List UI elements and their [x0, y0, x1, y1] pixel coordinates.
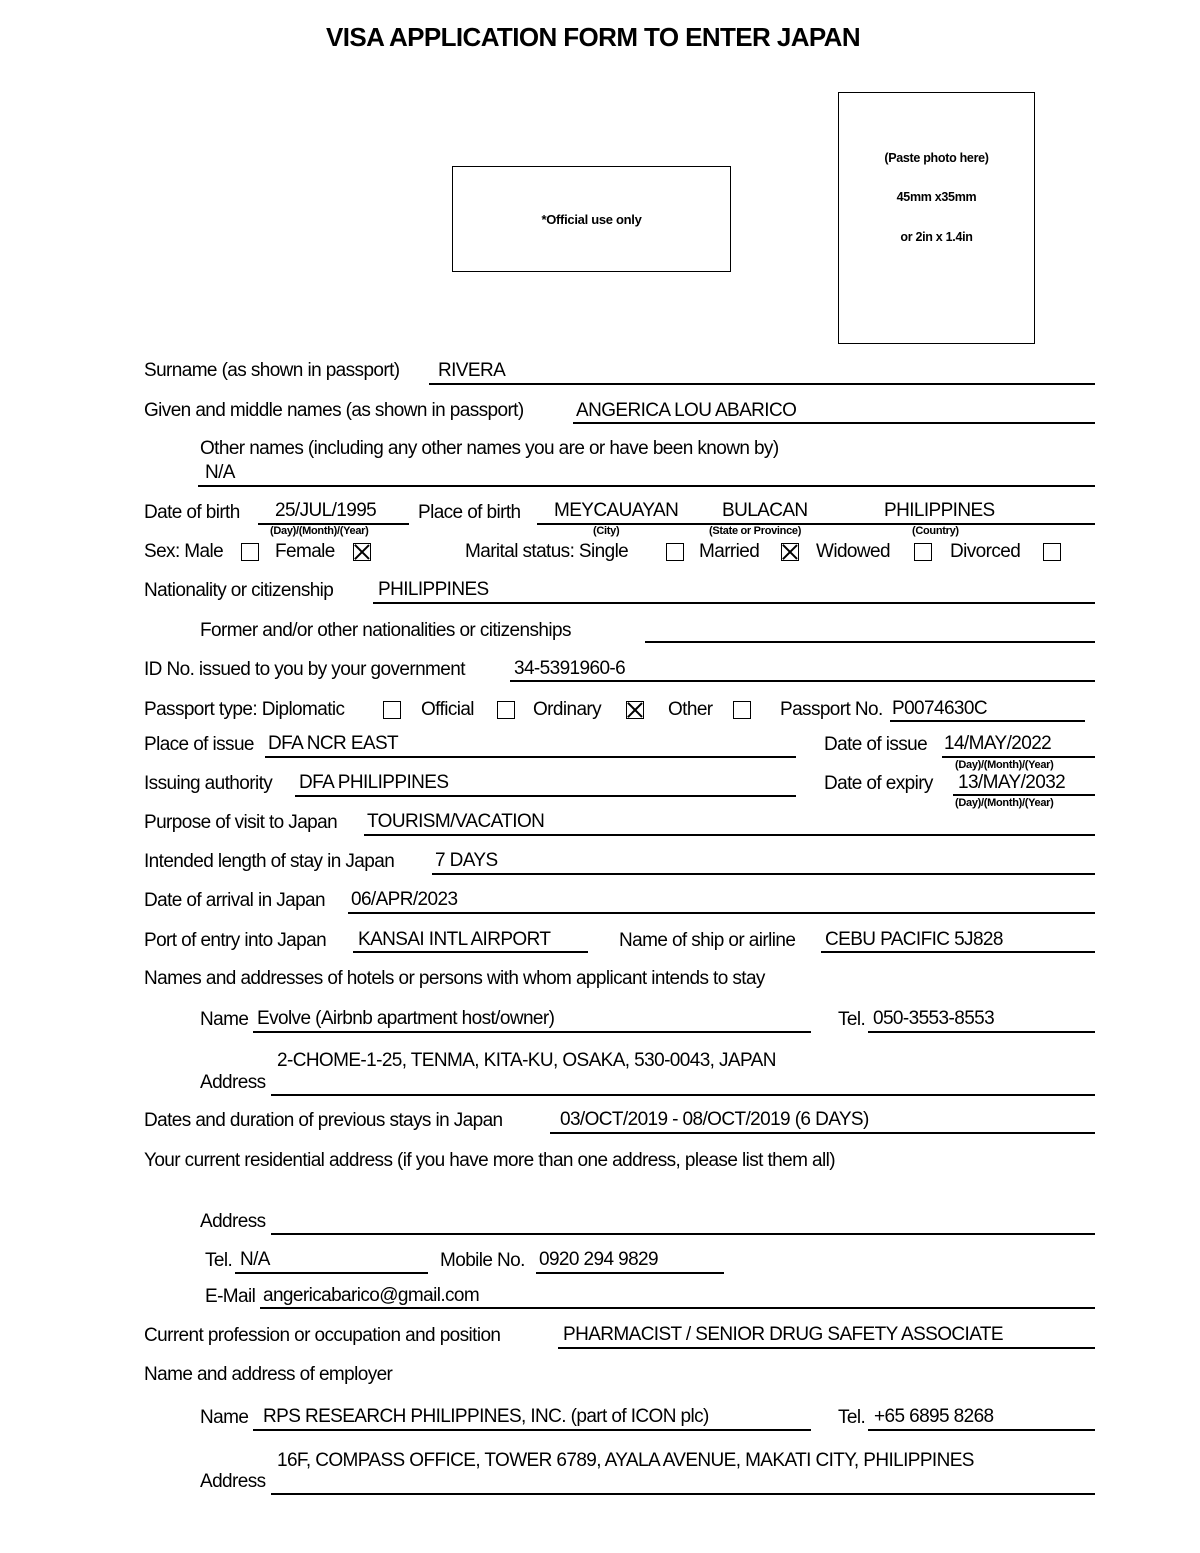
pob-state-field[interactable]: BULACAN: [722, 500, 808, 521]
host-address-field[interactable]: 2-CHOME-1-25, TENMA, KITA-KU, OSAKA, 530-0043, JAPAN: [277, 1050, 776, 1071]
passport-official-checkbox[interactable]: [497, 701, 515, 719]
passport-ordinary-label: Ordinary: [533, 699, 602, 720]
marital-divorced-label: Divorced: [950, 541, 1021, 562]
passport-number-label: Passport No.: [780, 699, 883, 720]
place-of-issue-label: Place of issue: [144, 734, 254, 755]
employer-heading: Name and address of employer: [144, 1364, 393, 1385]
marital-single-checkbox[interactable]: [666, 543, 684, 561]
employer-tel-line: [868, 1429, 1095, 1431]
employer-address-line: [271, 1493, 1095, 1495]
airline-label: Name of ship or airline: [619, 930, 796, 951]
date-of-expiry-line: [953, 794, 1095, 796]
date-of-issue-field[interactable]: 14/MAY/2022: [944, 733, 1052, 754]
place-of-issue-field[interactable]: DFA NCR EAST: [268, 733, 399, 754]
purpose-label: Purpose of visit to Japan: [144, 812, 338, 833]
date-of-expiry-label: Date of expiry: [824, 773, 933, 794]
city-hint: (City): [593, 525, 620, 537]
marital-widowed-label: Widowed: [816, 541, 890, 562]
host-tel-line: [868, 1031, 1095, 1033]
employer-name-field[interactable]: RPS RESEARCH PHILIPPINES, INC. (part of ICON plc): [263, 1406, 709, 1427]
host-address-line: [271, 1094, 1095, 1096]
issuing-authority-line: [295, 795, 796, 797]
previous-stays-line: [550, 1132, 1095, 1134]
date-of-expiry-hint: (Day)/(Month)/(Year): [955, 797, 1054, 809]
profession-line: [558, 1347, 1095, 1349]
marital-divorced-checkbox[interactable]: [1043, 543, 1061, 561]
state-hint: (State or Province): [709, 525, 802, 537]
photo-instruction: (Paste photo here): [884, 151, 989, 165]
sex-male-checkbox[interactable]: [241, 543, 259, 561]
previous-stays-field[interactable]: 03/OCT/2019 - 08/OCT/2019 (6 DAYS): [560, 1109, 869, 1130]
date-of-issue-hint: (Day)/(Month)/(Year): [955, 759, 1054, 771]
residential-address-label: Address: [200, 1211, 266, 1232]
official-use-label: *Official use only: [541, 211, 642, 227]
host-name-line: [253, 1031, 811, 1033]
residential-tel-line: [235, 1272, 428, 1274]
date-of-issue-label: Date of issue: [824, 734, 928, 755]
dob-label: Date of birth: [144, 502, 240, 523]
host-name-field[interactable]: Evolve (Airbnb apartment host/owner): [257, 1008, 555, 1029]
marital-married-label: Married: [699, 541, 760, 562]
employer-tel-label: Tel.: [838, 1407, 866, 1428]
profession-label: Current profession or occupation and position: [144, 1325, 501, 1346]
nationality-field[interactable]: PHILIPPINES: [378, 579, 489, 600]
id-number-line: [510, 680, 1095, 682]
pob-country-field[interactable]: PHILIPPINES: [884, 500, 995, 521]
photo-size-in: or 2in x 1.4in: [900, 230, 973, 244]
issuing-authority-field[interactable]: DFA PHILIPPINES: [299, 772, 449, 793]
former-nationalities-line: [645, 641, 1095, 643]
airline-line: [821, 951, 1095, 953]
mobile-field[interactable]: 0920 294 9829: [539, 1249, 658, 1270]
passport-type-label: Passport type: Diplomatic: [144, 699, 345, 720]
other-names-field[interactable]: N/A: [205, 462, 235, 483]
id-number-field[interactable]: 34-5391960-6: [514, 658, 626, 679]
length-of-stay-line: [432, 873, 1095, 875]
passport-number-field[interactable]: P0074630C: [892, 698, 987, 719]
pob-label: Place of birth: [418, 502, 521, 523]
id-number-label: ID No. issued to you by your government: [144, 659, 465, 680]
profession-field[interactable]: PHARMACIST / SENIOR DRUG SAFETY ASSOCIATE: [563, 1324, 1003, 1345]
given-names-label: Given and middle names (as shown in passport): [144, 400, 524, 421]
sex-label: Sex: Male: [144, 541, 224, 562]
former-nationalities-label: Former and/or other nationalities or citizenships: [200, 620, 571, 641]
date-of-issue-line: [942, 756, 1095, 758]
residential-tel-field[interactable]: N/A: [240, 1249, 270, 1270]
employer-name-label: Name: [200, 1407, 249, 1428]
employer-address-label: Address: [200, 1471, 266, 1492]
dob-format-hint: (Day)/(Month)/(Year): [270, 525, 369, 537]
dob-field[interactable]: 25/JUL/1995: [275, 500, 377, 521]
date-of-expiry-field[interactable]: 13/MAY/2032: [958, 772, 1066, 793]
surname-field[interactable]: RIVERA: [438, 360, 506, 381]
passport-other-checkbox[interactable]: [733, 701, 751, 719]
port-of-entry-line: [353, 951, 588, 953]
passport-number-line: [890, 720, 1085, 722]
host-tel-field[interactable]: 050-3553-8553: [873, 1008, 995, 1029]
pob-line: [537, 523, 1095, 525]
host-tel-label: Tel.: [838, 1009, 866, 1030]
passport-official-label: Official: [421, 699, 474, 720]
given-names-field[interactable]: ANGERICA LOU ABARICO: [576, 400, 797, 421]
email-field[interactable]: angericabarico@gmail.com: [263, 1285, 480, 1306]
host-name-label: Name: [200, 1009, 249, 1030]
arrival-date-line: [348, 912, 1095, 914]
length-of-stay-label: Intended length of stay in Japan: [144, 851, 395, 872]
residential-tel-label: Tel.: [205, 1250, 233, 1271]
employer-address-field[interactable]: 16F, COMPASS OFFICE, TOWER 6789, AYALA AVENUE, MAKATI CITY, PHILIPPINES: [277, 1450, 974, 1471]
given-names-line: [573, 422, 1095, 424]
port-of-entry-label: Port of entry into Japan: [144, 930, 327, 951]
country-hint: (Country): [912, 525, 959, 537]
mobile-label: Mobile No.: [440, 1250, 525, 1271]
mobile-line: [536, 1272, 724, 1274]
photo-box: [838, 92, 1035, 344]
other-names-line: [198, 485, 1095, 487]
port-of-entry-field[interactable]: KANSAI INTL AIRPORT: [358, 929, 551, 950]
accommodation-heading: Names and addresses of hotels or persons with whom applicant intends to stay: [144, 968, 765, 989]
photo-size-mm: 45mm x35mm: [896, 190, 977, 204]
sex-female-label: Female: [275, 541, 335, 562]
arrival-date-label: Date of arrival in Japan: [144, 890, 325, 911]
passport-diplomatic-checkbox[interactable]: [383, 701, 401, 719]
residential-address-line: [271, 1233, 1095, 1235]
airline-field[interactable]: CEBU PACIFIC 5J828: [825, 929, 1003, 950]
length-of-stay-field[interactable]: 7 DAYS: [435, 850, 498, 871]
other-names-label: Other names (including any other names you are or have been known by): [200, 438, 779, 459]
marital-married-checkbox[interactable]: [781, 543, 799, 561]
surname-line: [429, 383, 1095, 385]
marital-label: Marital status: Single: [465, 541, 629, 562]
current-address-heading: Your current residential address (if you have more than one address, please list them all): [144, 1150, 835, 1171]
passport-other-label: Other: [668, 699, 713, 720]
email-label: E-Mail: [205, 1286, 256, 1307]
official-use-box: [452, 166, 731, 272]
nationality-label: Nationality or citizenship: [144, 580, 334, 601]
place-of-issue-line: [265, 756, 796, 758]
employer-tel-field[interactable]: +65 6895 8268: [874, 1406, 994, 1427]
email-line: [260, 1307, 1095, 1309]
employer-name-line: [253, 1429, 811, 1431]
surname-label: Surname (as shown in passport): [144, 360, 400, 381]
arrival-date-field[interactable]: 06/APR/2023: [351, 889, 458, 910]
sex-female-checkbox[interactable]: [353, 543, 371, 561]
host-address-label: Address: [200, 1072, 266, 1093]
form-title: VISA APPLICATION FORM TO ENTER JAPAN: [325, 22, 861, 52]
purpose-field[interactable]: TOURISM/VACATION: [367, 811, 545, 832]
pob-city-field[interactable]: MEYCAUAYAN: [554, 500, 679, 521]
purpose-line: [364, 834, 1095, 836]
issuing-authority-label: Issuing authority: [144, 773, 273, 794]
passport-ordinary-checkbox[interactable]: [626, 701, 644, 719]
previous-stays-label: Dates and duration of previous stays in Japan: [144, 1110, 503, 1131]
nationality-line: [373, 602, 1095, 604]
marital-widowed-checkbox[interactable]: [914, 543, 932, 561]
